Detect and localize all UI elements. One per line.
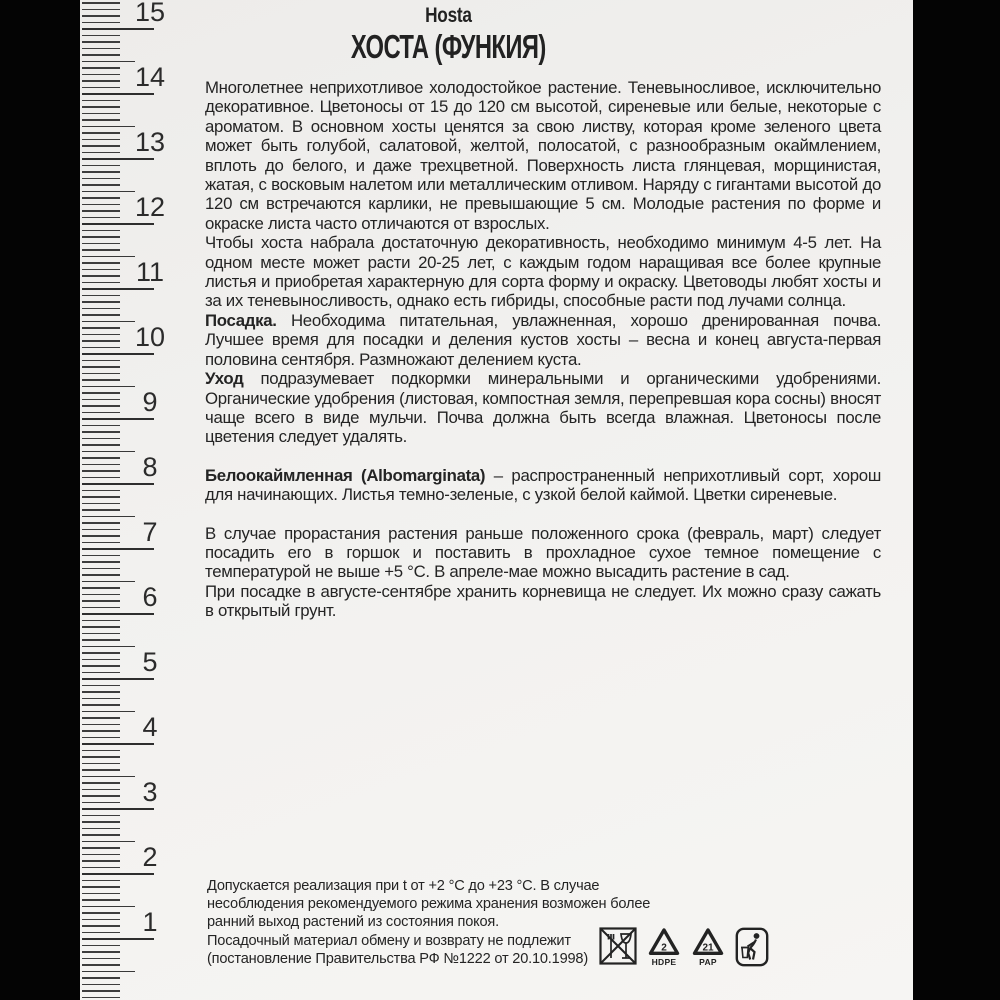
- ruler-number: 4: [142, 712, 158, 742]
- ruler-tick: [82, 821, 120, 823]
- ruler-tick: [82, 392, 120, 394]
- ruler-tick: [82, 730, 120, 732]
- ruler-number: 3: [142, 777, 158, 807]
- ruler-tick: [82, 100, 120, 102]
- ruler-number: 13: [134, 127, 166, 157]
- paragraph: При посадке в августе-сентябре хранить корневища не следует. Их можно сразу сажать в открытый грунт.: [205, 581, 881, 621]
- ruler-tick: [82, 74, 120, 76]
- ruler-tick: [82, 165, 120, 167]
- ruler-tick: [82, 795, 120, 797]
- ruler-tick: [82, 366, 120, 368]
- ruler-tick: [82, 269, 120, 271]
- ruler-tick: [82, 477, 120, 479]
- ruler-tick: [82, 568, 120, 570]
- latin-title: Hosta: [424, 4, 472, 27]
- ruler-tick: [82, 685, 120, 687]
- ruler-number: 6: [142, 582, 158, 612]
- ruler-tick: [82, 360, 120, 362]
- footer-note: Допускается реализация при t от +2 °С до +23 °С. В случае несоблюдения рекомендуемого режима хранения возможен более ранний выход растений из состояния покоя.: [207, 878, 651, 931]
- ruler-cm-tick: [82, 288, 154, 290]
- ruler-tick: [82, 236, 120, 238]
- ruler-number: 11: [135, 257, 165, 287]
- ruler-number: 1: [142, 907, 158, 937]
- ruler-tick: [82, 724, 120, 726]
- ruler-tick: [82, 522, 120, 524]
- ruler-tick: [82, 457, 120, 459]
- ruler-tick: [82, 425, 120, 427]
- paragraph: Уход подразумевает подкормки минеральными и органическими удобрениями. Органические удобрения (листовая, компостная земля, перепревшая кора сосны) вносят чаще всего в виде мульчи. Почва должна быть всегда влажная. Цветоносы после цветения следует удалять.: [205, 369, 882, 447]
- ruler-tick: [82, 977, 120, 979]
- ruler-cm-tick: [82, 548, 154, 550]
- ruler-number: 5: [142, 647, 158, 677]
- material-code-label: PAP: [699, 957, 717, 967]
- ruler-tick: [82, 347, 120, 349]
- ruler-tick: [82, 620, 120, 622]
- ruler-tick: [82, 126, 135, 128]
- ruler-tick: [82, 769, 120, 771]
- ruler-tick: [82, 106, 120, 108]
- ruler-tick: [82, 210, 120, 212]
- ruler-tick: [82, 204, 120, 206]
- paragraph-lead: Белоокаймленная (Albomarginata): [205, 465, 494, 485]
- ruler-tick: [82, 815, 120, 817]
- ruler-cm-tick: [82, 483, 154, 485]
- material-code-label: HDPE: [651, 957, 677, 967]
- ruler-number: 7: [142, 517, 158, 547]
- ruler-tick: [82, 2, 120, 4]
- ruler-tick: [82, 386, 135, 388]
- ruler-tick: [82, 698, 120, 700]
- ruler-number: 15: [134, 0, 166, 27]
- ruler-tick: [82, 600, 120, 602]
- ruler-tick: [82, 230, 120, 232]
- footer-note: (постановление Правительства РФ №1222 от 20.10.1998): [207, 950, 588, 967]
- ruler-tick: [82, 152, 120, 154]
- ruler-tick: [82, 607, 120, 609]
- ruler-tick: [82, 22, 120, 24]
- ruler-tick: [82, 171, 120, 173]
- ruler-cm-tick: [82, 743, 154, 745]
- ruler-tick: [82, 444, 120, 446]
- ruler-tick: [82, 282, 120, 284]
- ruler-tick: [82, 178, 120, 180]
- recycling-pap-icon: [691, 927, 725, 967]
- ruler-tick: [82, 61, 135, 63]
- ruler-tick: [82, 243, 120, 245]
- ruler-tick: [82, 672, 120, 674]
- ruler-tick: [82, 54, 120, 56]
- ruler-tick: [82, 574, 120, 576]
- ruler-tick: [82, 9, 120, 11]
- ruler-tick: [82, 119, 120, 121]
- ruler-tick: [82, 314, 120, 316]
- ruler-tick: [82, 782, 120, 784]
- ruler-number: 14: [134, 62, 166, 92]
- ruler-tick: [82, 626, 120, 628]
- ruler-tick: [82, 789, 120, 791]
- ruler-tick: [82, 327, 120, 329]
- ruler-tick: [82, 984, 120, 986]
- ruler-tick: [82, 451, 135, 453]
- ruler-tick: [82, 886, 120, 888]
- ruler-cm-tick: [82, 93, 154, 95]
- ruler-cm-tick: [82, 353, 154, 355]
- ruler-tick: [82, 113, 120, 115]
- ruler-tick: [82, 256, 135, 258]
- footer-note: Посадочный материал обмену и возврату не подлежит: [207, 932, 571, 949]
- ruler-tick: [82, 334, 120, 336]
- ruler-tick: [82, 880, 120, 882]
- ruler-tick: [82, 503, 120, 505]
- description-text: [205, 78, 881, 621]
- ruler-tick: [82, 15, 120, 17]
- ruler-tick: [82, 295, 120, 297]
- ruler-tick: [82, 756, 120, 758]
- paragraph-lead: Посадка.: [205, 310, 291, 330]
- ruler-number: 2: [142, 842, 158, 872]
- ruler-tick: [82, 308, 120, 310]
- ruler-tick: [82, 711, 135, 713]
- ruler-tick: [82, 945, 120, 947]
- recycling-code: 2: [661, 942, 667, 954]
- packet-content: [205, 0, 881, 621]
- ruler-number: 8: [142, 452, 158, 482]
- ruler-tick: [82, 763, 120, 765]
- ruler-tick: [82, 581, 135, 583]
- ruler-tick: [82, 971, 135, 973]
- ruler-tick: [82, 854, 120, 856]
- ruler-cm-tick: [82, 28, 154, 30]
- scan-black-edge-left: [0, 0, 80, 1000]
- ruler-tick: [82, 275, 120, 277]
- ruler-tick: [82, 555, 120, 557]
- ruler-cm-tick: [82, 158, 154, 160]
- title-block: [205, 0, 691, 65]
- ruler-tick: [82, 893, 120, 895]
- ruler-number: 9: [142, 387, 158, 417]
- scan-black-edge-right: [913, 0, 1000, 1000]
- ruler-tick: [82, 379, 120, 381]
- ruler-tick: [82, 958, 120, 960]
- ruler-tick: [82, 132, 120, 134]
- ruler-tick: [82, 750, 120, 752]
- paragraph: В случае прорастания растения раньше положенного срока (февраль, март) следует посадить его в горшок и поставить в прохладное сухое темное помещение с температурой не выше +5 °С. В апреле-мае можно высадить растение в сад.: [205, 523, 881, 582]
- ruler-tick: [82, 496, 120, 498]
- ruler-cm-tick: [82, 223, 154, 225]
- tidyman-icon: [735, 927, 769, 967]
- ruler-tick: [82, 67, 120, 69]
- ruler-tick: [82, 249, 120, 251]
- packaging-icons: [599, 927, 769, 967]
- ruler-tick: [82, 509, 120, 511]
- ruler-tick: [82, 594, 120, 596]
- ruler-cm-tick: [82, 873, 154, 875]
- ruler-tick: [82, 899, 120, 901]
- ruler-tick: [82, 932, 120, 934]
- ruler-tick: [82, 919, 120, 921]
- ruler-tick: [82, 321, 135, 323]
- ruler-tick: [82, 516, 135, 518]
- ruler-tick: [82, 184, 120, 186]
- ruler-tick: [82, 48, 120, 50]
- ruler-tick: [82, 542, 120, 544]
- ruler-tick: [82, 191, 135, 193]
- ruler-tick: [82, 704, 120, 706]
- ruler-tick: [82, 867, 120, 869]
- ruler-tick: [82, 951, 120, 953]
- ruler-tick: [82, 847, 120, 849]
- ruler-tick: [82, 80, 120, 82]
- ruler-tick: [82, 373, 120, 375]
- ruler-cm-tick: [82, 418, 154, 420]
- ruler-tick: [82, 964, 120, 966]
- ruler-tick: [82, 717, 120, 719]
- ruler-tick: [82, 665, 120, 667]
- ruler-tick: [82, 561, 120, 563]
- ruler-tick: [82, 912, 120, 914]
- ruler-tick: [82, 197, 120, 199]
- page-title: ХОСТА (ФУНКИЯ): [350, 28, 546, 65]
- ruler-tick: [82, 399, 120, 401]
- ruler-tick: [82, 438, 120, 440]
- paragraph: Посадка. Необходима питательная, увлажненная, хорошо дренированная почва. Лучшее время для посадки и деления кустов хосты – весна и конец августа-первая половина сентября. Размножают делением куста.: [205, 310, 881, 369]
- ruler-tick: [82, 217, 120, 219]
- ruler-tick: [82, 587, 120, 589]
- ruler-tick: [82, 139, 120, 141]
- ruler-tick: [82, 659, 120, 661]
- recycling-hdpe-icon: [647, 927, 681, 967]
- ruler-tick: [82, 776, 135, 778]
- ruler-number: 10: [134, 322, 166, 352]
- paragraph: Белоокаймленная (Albomarginata) – распространенный неприхотливый сорт, хорош для начинающих. Листья темно-зеленые, с узкой белой каймой. Цветки сиреневые.: [205, 465, 881, 505]
- ruler-tick: [82, 41, 120, 43]
- ruler-tick: [82, 834, 120, 836]
- ruler-tick: [82, 860, 120, 862]
- ruler-tick: [82, 997, 120, 999]
- ruler-cm-tick: [82, 613, 154, 615]
- recycling-code: 21: [702, 942, 714, 954]
- ruler-tick: [82, 828, 120, 830]
- ruler-tick: [82, 925, 120, 927]
- ruler-tick: [82, 646, 135, 648]
- ruler-tick: [82, 145, 120, 147]
- ruler-tick: [82, 737, 120, 739]
- ruler-tick: [82, 490, 120, 492]
- ruler-tick: [82, 529, 120, 531]
- ruler-tick: [82, 639, 120, 641]
- ruler-tick: [82, 841, 135, 843]
- ruler-tick: [82, 802, 120, 804]
- no-food-contact-icon: [599, 927, 637, 965]
- ruler-tick: [82, 340, 120, 342]
- ruler-tick: [82, 412, 120, 414]
- ruler-tick: [82, 470, 120, 472]
- ruler-tick: [82, 262, 120, 264]
- ruler-tick: [82, 906, 135, 908]
- ruler-cm-tick: [82, 808, 154, 810]
- ruler-tick: [82, 405, 120, 407]
- ruler-tick: [82, 652, 120, 654]
- paragraph: Многолетнее неприхотливое холодостойкое растение. Теневыносливое, исключительно декоративное. Цветоносы от 15 до 120 см высотой, сиреневые или белые, некоторые с ароматом. В основном хосты ценятся за свою листву, которая кроме зеленого цвета может быть голубой, салатовой, желтой, полосатой, с разнообразным окаймлением, вплоть до белого, и даже трехцветной. Поверхность листа глянцевая, морщинистая, жатая, с восковым налетом или металлическим отливом. Наряду с гигантами высотой до 120 см встречаются карлики, не превышающие 5 см. Молодые растения по форме и окраске листа часто отличаются от взрослых.: [205, 78, 881, 233]
- ruler-tick: [82, 691, 120, 693]
- ruler-number: 12: [134, 192, 166, 222]
- ruler-cm-tick: [82, 938, 154, 940]
- ruler-tick: [82, 431, 120, 433]
- ruler-tick: [82, 35, 120, 37]
- ruler-cm-tick: [82, 678, 154, 680]
- ruler-tick: [82, 535, 120, 537]
- paragraph-lead: Уход: [205, 369, 261, 389]
- ruler-tick: [82, 464, 120, 466]
- ruler-tick: [82, 87, 120, 89]
- ruler-tick: [82, 633, 120, 635]
- ruler-tick: [82, 301, 120, 303]
- ruler-tick: [82, 990, 120, 992]
- paragraph: Чтобы хоста набрала достаточную декоративность, необходимо минимум 4-5 лет. На одном месте может расти 20-25 лет, с каждым годом наращивая все более крупные листья и приобретая характерную для сорта форму и окраску. Цветоводы любят хосты и за их теневыносливость, однако есть гибриды, способные расти под лучами солнца.: [205, 233, 881, 311]
